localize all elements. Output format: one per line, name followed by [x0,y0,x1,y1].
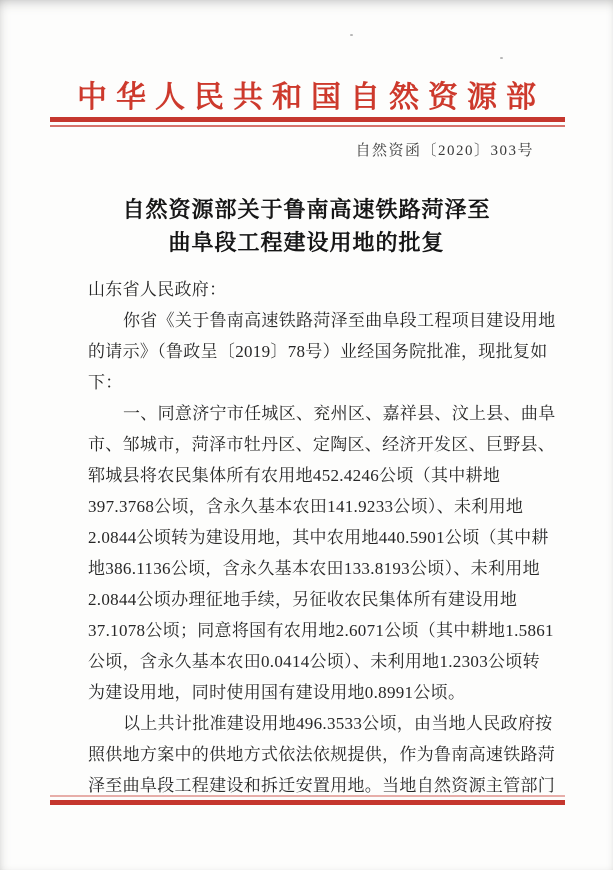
header-divider [50,117,565,127]
document-title-line2: 曲阜段工程建设用地的批复 [168,230,445,255]
body-line: 市、邹城市，菏泽市牡丹区、定陶区、经济开发区、巨野县、 [88,435,556,454]
body-line: 公顷，含永久基本农田0.0414公顷）、未利用地1.2303公顷转 [88,652,540,671]
body-line: 37.1078公顷；同意将国有农用地2.6071公顷（其中耕地1.5861 [88,621,554,640]
body-line: 照供地方案中的供地方式依法依规提供，作为鲁南高速铁路菏 [88,745,556,764]
body-line: 泽至曲阜段工程建设和拆迁安置用地。当地自然资源主管部门 [88,776,556,795]
body-line: 以上共计批准建设用地496.3533公顷，由当地人民政府按 [123,714,553,733]
letterhead-org-name: 中华人民共和国自然资源部 [77,81,545,114]
footer-divider [50,795,565,805]
document-body [88,274,566,801]
salutation: 山东省人民政府： [88,280,227,299]
footer-divider-thick-rule [50,800,565,805]
body-line: 为建设用地，同时使用国有建设用地0.8991公顷。 [88,683,466,702]
scan-speck [500,57,503,59]
body-line: 2.0844公顷转为建设用地，其中农用地440.5901公顷（其中耕 [88,528,549,547]
body-line: 下： [88,373,123,392]
body-line: 397.3768公顷，含永久基本农田141.9233公顷）、未利用地 [88,497,524,516]
header-divider-thin-rule [50,125,565,127]
scan-speck [350,34,353,36]
document-title [0,193,613,259]
document-title-line1: 自然资源部关于鲁南高速铁路菏泽至 [122,197,491,222]
body-line: 的请示》（鲁政呈〔2019〕78号）业经国务院批准，现批复如 [88,342,548,361]
header-divider-thick-rule [50,117,565,122]
body-line: 你省《关于鲁南高速铁路菏泽至曲阜段工程项目建设用地 [123,311,556,330]
document-number: 自然资函〔2020〕303号 [355,143,534,159]
body-line: 地386.1136公顷，含永久基本农田133.8193公顷）、未利用地 [88,559,540,578]
body-line: 2.0844公顷办理征地手续，另征收农民集体所有建设用地 [88,590,518,609]
footer-divider-thin-rule [50,795,565,797]
body-line: 郓城县将农民集体所有农用地452.4246公顷（其中耕地 [88,466,501,485]
body-line: 一、同意济宁市任城区、兖州区、嘉祥县、汶上县、曲阜 [123,404,556,423]
